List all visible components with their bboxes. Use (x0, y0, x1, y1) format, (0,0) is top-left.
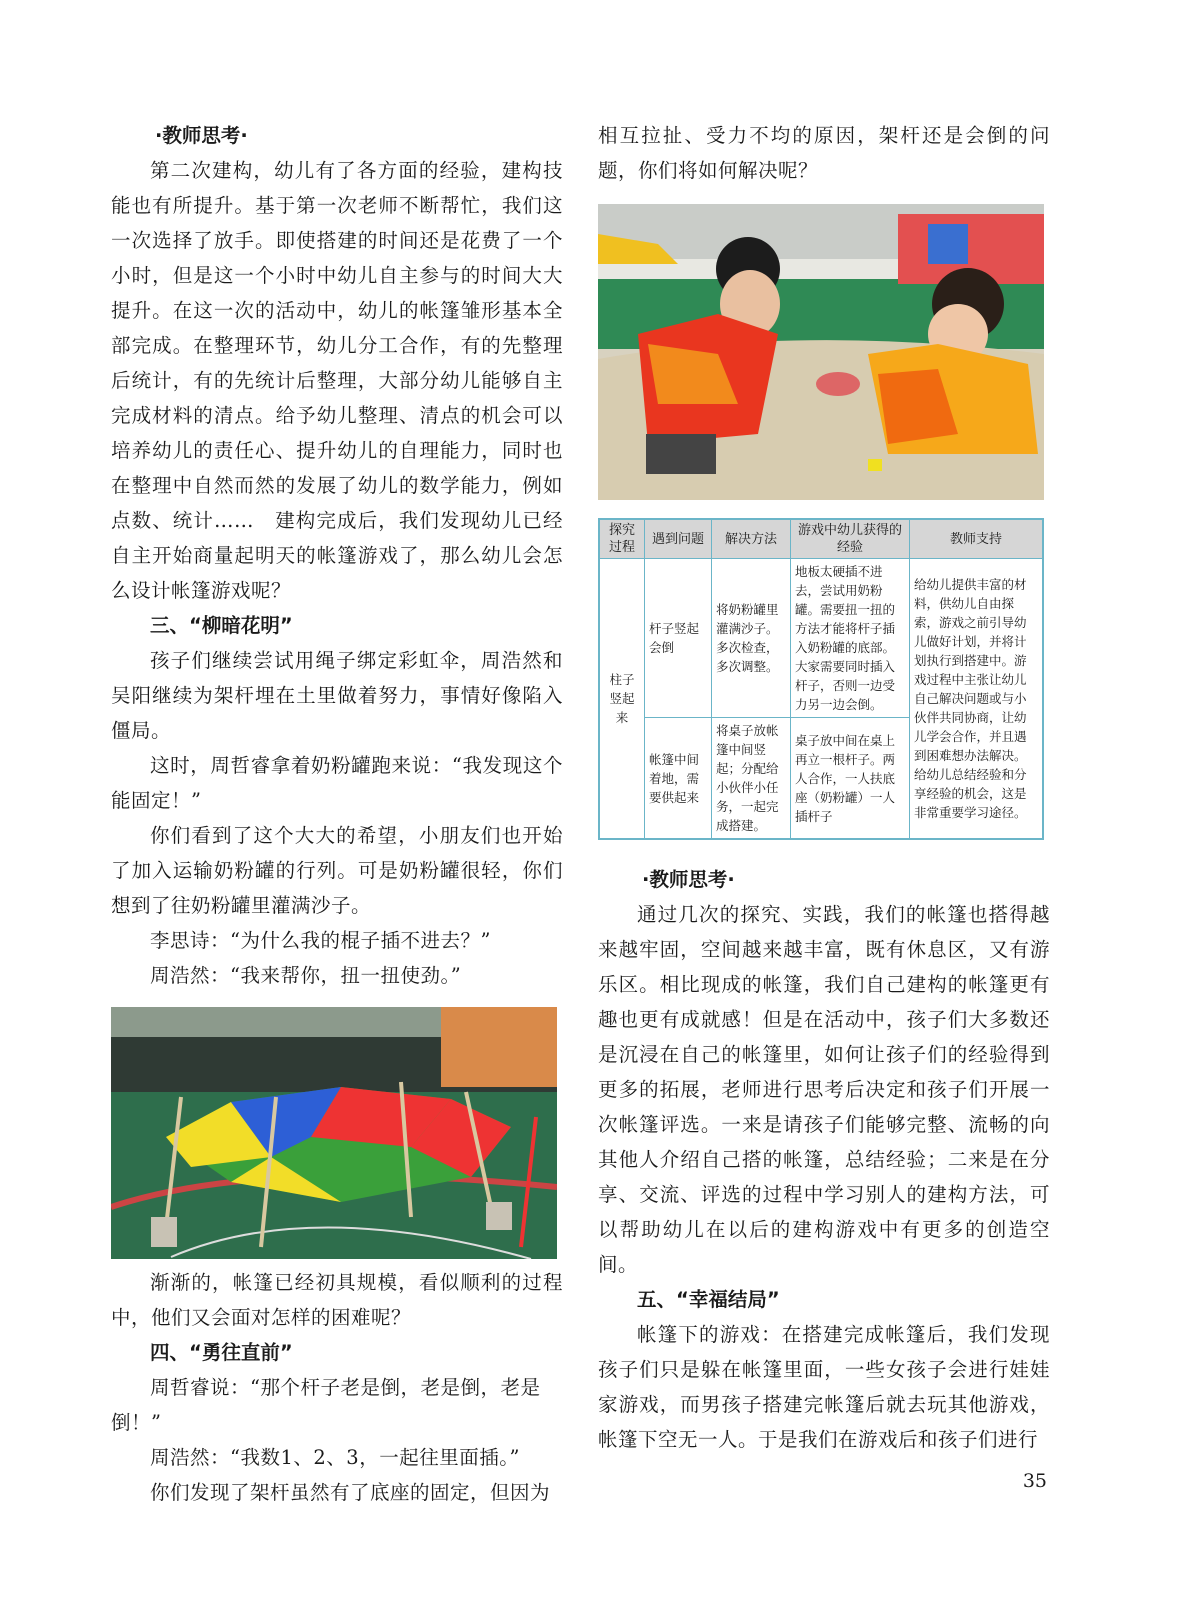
process-cell: 柱子竖起来 (599, 559, 645, 840)
page-number: 35 (1022, 1470, 1047, 1492)
column-header: 解决方法 (712, 519, 791, 559)
problem-cell: 帐篷中间着地，需要供起来 (645, 718, 712, 840)
paragraph: 通过几次的探究、实践，我们的帐篷也搭得越来越牢固，空间越来越丰富，既有休息区，又有游乐区。相比现成的帐篷，我们自己建构的帐篷更有趣也更有成就感！但是在活动中，孩子们大多数还是沉浸在自己的帐篷里，如何让孩子们的经验得到更多的拓展，老师进行思考后决定和孩子们开展一次帐篷评选。一来是请孩子们能够完整、流畅的向其他人介绍自己搭的帐篷，总结经验；二来是在分享、交流、评选的过程中学习别人的建构方法，可以帮助幼儿在以后的建构游戏中有更多的创造空间。 (598, 903, 1050, 1276)
section-heading: 五、“幸福结局” (637, 1288, 780, 1311)
method-cell: 将奶粉罐里灌满沙子。多次检查，多次调整。 (712, 559, 791, 718)
table-row (599, 559, 1043, 718)
column-header: 遇到问题 (645, 519, 712, 559)
paragraph: 帐篷下的游戏：在搭建完成帐篷后，我们发现孩子们只是躲在帐篷里面，一些女孩子会进行娃娃家游戏，而男孩子搭建完帐篷后就去玩其他游戏，帐篷下空无一人。于是我们在游戏后和孩子们进行 (598, 1323, 1050, 1451)
method-cell: 将桌子放帐篷中间竖起；分配给小伙伴小任务，一起完成搭建。 (712, 718, 791, 840)
inquiry-table (598, 518, 1044, 840)
column-header: 教师支持 (910, 519, 1044, 559)
support-cell: 给幼儿提供丰富的材料，供幼儿自由探索，游戏之前引导幼儿做好计划，并将计划执行到搭建中。游戏过程中主张让幼儿自己解决问题或与小伙伴共同协商，让幼儿学会合作，并且遇到困难想办法解决。给幼儿总结经验和分享经验的机会，这是非常重要学习途径。 (910, 559, 1044, 840)
left-column (111, 118, 563, 1510)
column-header: 探究过程 (599, 519, 645, 559)
problem-cell: 杆子竖起会倒 (645, 559, 712, 718)
section-heading: 四、“勇往直前” (150, 1341, 293, 1364)
children-sand-photo (598, 204, 1044, 500)
teacher-think-heading: ·教师思考· (155, 124, 248, 147)
paragraph: 第二次建构，幼儿有了各方面的经验，建构技能也有所提升。基于第一次老师不断帮忙，我们这一次选择了放手。即使搭建的时间还是花费了一个小时，但是这一个小时中幼儿自主参与的时间大大提升。在这一次的活动中，幼儿的帐篷雏形基本全部完成。在整理环节，幼儿分工合作，有的先整理后统计，有的先统计后整理，大部分幼儿能够自主完成材料的清点。给予幼儿整理、清点的机会可以培养幼儿的责任心、提升幼儿的自理能力，同时也在整理中自然而然的发展了幼儿的数学能力，例如点数、统计…… 建构完成后，我们发现幼儿已经自主开始商量起明天的帐篷游戏了，那么幼儿会怎么设计帐篷游戏呢？ (111, 159, 563, 602)
right-column (598, 118, 1050, 1457)
paragraph: 渐渐的，帐篷已经初具规模，看似顺利的过程中，他们又会面对怎样的困难呢？ (111, 1271, 563, 1329)
section-heading: 三、“柳暗花明” (150, 614, 293, 637)
dialogue-line: 周浩然：“我数1、2、3，一起往里面插。” (150, 1446, 520, 1469)
column-header: 游戏中幼儿获得的经验 (791, 519, 910, 559)
paragraph: 孩子们继续尝试用绳子绑定彩虹伞，周浩然和吴阳继续为架杆埋在土里做着努力，事情好像陷入僵局。 (111, 649, 563, 742)
paragraph: 你们看到了这个大大的希望，小朋友们也开始了加入运输奶粉罐的行列。可是奶粉罐很轻，你们想到了往奶粉罐里灌满沙子。 (111, 824, 563, 917)
tent-photo (111, 1007, 557, 1259)
paragraph: 你们发现了架杆虽然有了底座的固定，但因为 (150, 1481, 551, 1504)
dialogue-line: 周哲睿说：“那个杆子老是倒，老是倒，老是倒！” (111, 1376, 541, 1434)
teacher-think-heading: ·教师思考· (642, 868, 735, 891)
paragraph: 相互拉扯、受力不均的原因，架杆还是会倒的问题，你们将如何解决呢？ (598, 124, 1050, 182)
dialogue-line: 周浩然：“我来帮你，扭一扭使劲。” (150, 964, 462, 987)
dialogue-line: 李思诗：“为什么我的棍子插不进去？” (150, 929, 491, 952)
table-header-row (599, 519, 1043, 559)
experience-cell: 桌子放中间在桌上再立一根杆子。两人合作，一人扶底座（奶粉罐）一人插杆子 (791, 718, 910, 840)
paragraph: 这时，周哲睿拿着奶粉罐跑来说：“我发现这个能固定！” (111, 754, 563, 812)
experience-cell: 地板太硬插不进去，尝试用奶粉罐。需要扭一扭的方法才能将杆子插入奶粉罐的底部。大家需要同时插入杆子，否则一边受力另一边会倒。 (791, 559, 910, 718)
